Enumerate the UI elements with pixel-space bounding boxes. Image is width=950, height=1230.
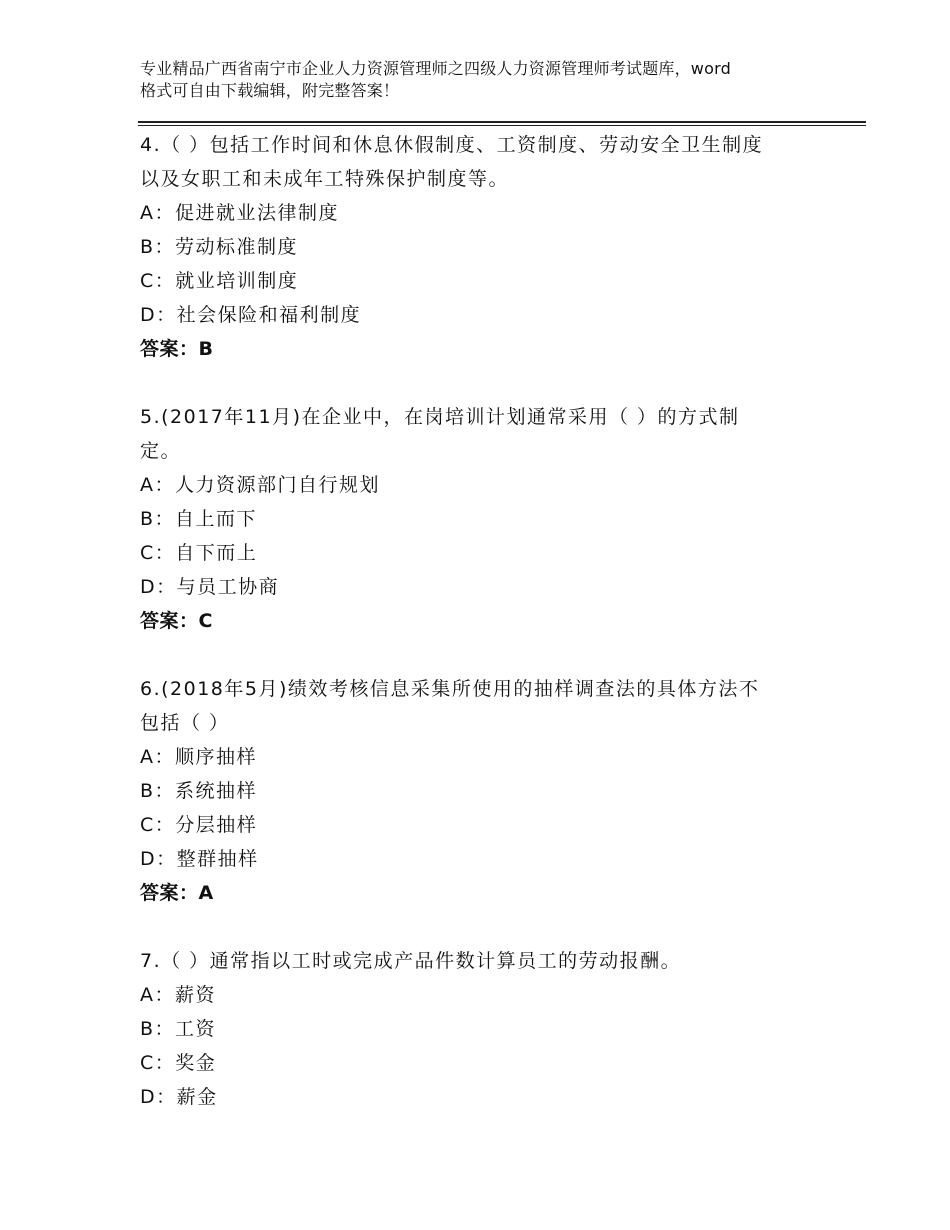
question-7	[140, 944, 820, 1114]
option-c: C：就业培训制度	[140, 270, 299, 292]
option-b: B：劳动标准制度	[140, 236, 299, 258]
option-c: C：分层抽样	[140, 814, 258, 836]
question-stem-line: 5.(2017年11月)在企业中，在岗培训计划通常采用（ ）的方式制	[140, 406, 740, 428]
question-5	[140, 400, 820, 638]
question-stem-line: 6.(2018年5月)绩效考核信息采集所使用的抽样调查法的具体方法不	[140, 678, 760, 700]
option-a: A：促进就业法律制度	[140, 202, 339, 224]
answer-line: 答案：A	[140, 882, 214, 904]
header-rule-thin	[138, 125, 866, 126]
question-6	[140, 672, 820, 910]
option-d: D：整群抽样	[140, 848, 259, 870]
header-line-1: 专业精品广西省南宁市企业人力资源管理师之四级人力资源管理师考试题库，word	[140, 59, 731, 78]
header-rule-thick	[138, 121, 866, 123]
question-4	[140, 128, 820, 366]
question-list	[140, 128, 820, 1114]
question-spacer	[140, 366, 820, 400]
question-spacer	[140, 910, 820, 944]
question-spacer	[140, 638, 820, 672]
option-d: D：与员工协商	[140, 576, 280, 598]
option-b: B：系统抽样	[140, 780, 258, 802]
option-d: D：薪金	[140, 1086, 218, 1108]
question-stem-line: 以及女职工和未成年工特殊保护制度等。	[140, 168, 510, 190]
question-stem-line: 4.（ ）包括工作时间和休息休假制度、工资制度、劳动安全卫生制度	[140, 134, 764, 156]
question-stem-line: 包括（ ）	[140, 712, 230, 734]
question-stem-line: 7.（ ）通常指以工时或完成产品件数计算员工的劳动报酬。	[140, 950, 682, 972]
option-a: A：人力资源部门自行规划	[140, 474, 380, 496]
answer-line: 答案：C	[140, 610, 213, 632]
option-a: A：顺序抽样	[140, 746, 257, 768]
option-b: B：工资	[140, 1018, 217, 1040]
header-line-2: 格式可自由下载编辑，附完整答案！	[140, 81, 400, 100]
option-c: C：自下而上	[140, 542, 258, 564]
option-d: D：社会保险和福利制度	[140, 304, 362, 326]
question-stem-line: 定。	[140, 440, 182, 462]
option-a: A：薪资	[140, 984, 216, 1006]
option-c: C：奖金	[140, 1052, 217, 1074]
answer-line: 答案：B	[140, 338, 214, 360]
document-header	[140, 58, 840, 102]
option-b: B：自上而下	[140, 508, 258, 530]
